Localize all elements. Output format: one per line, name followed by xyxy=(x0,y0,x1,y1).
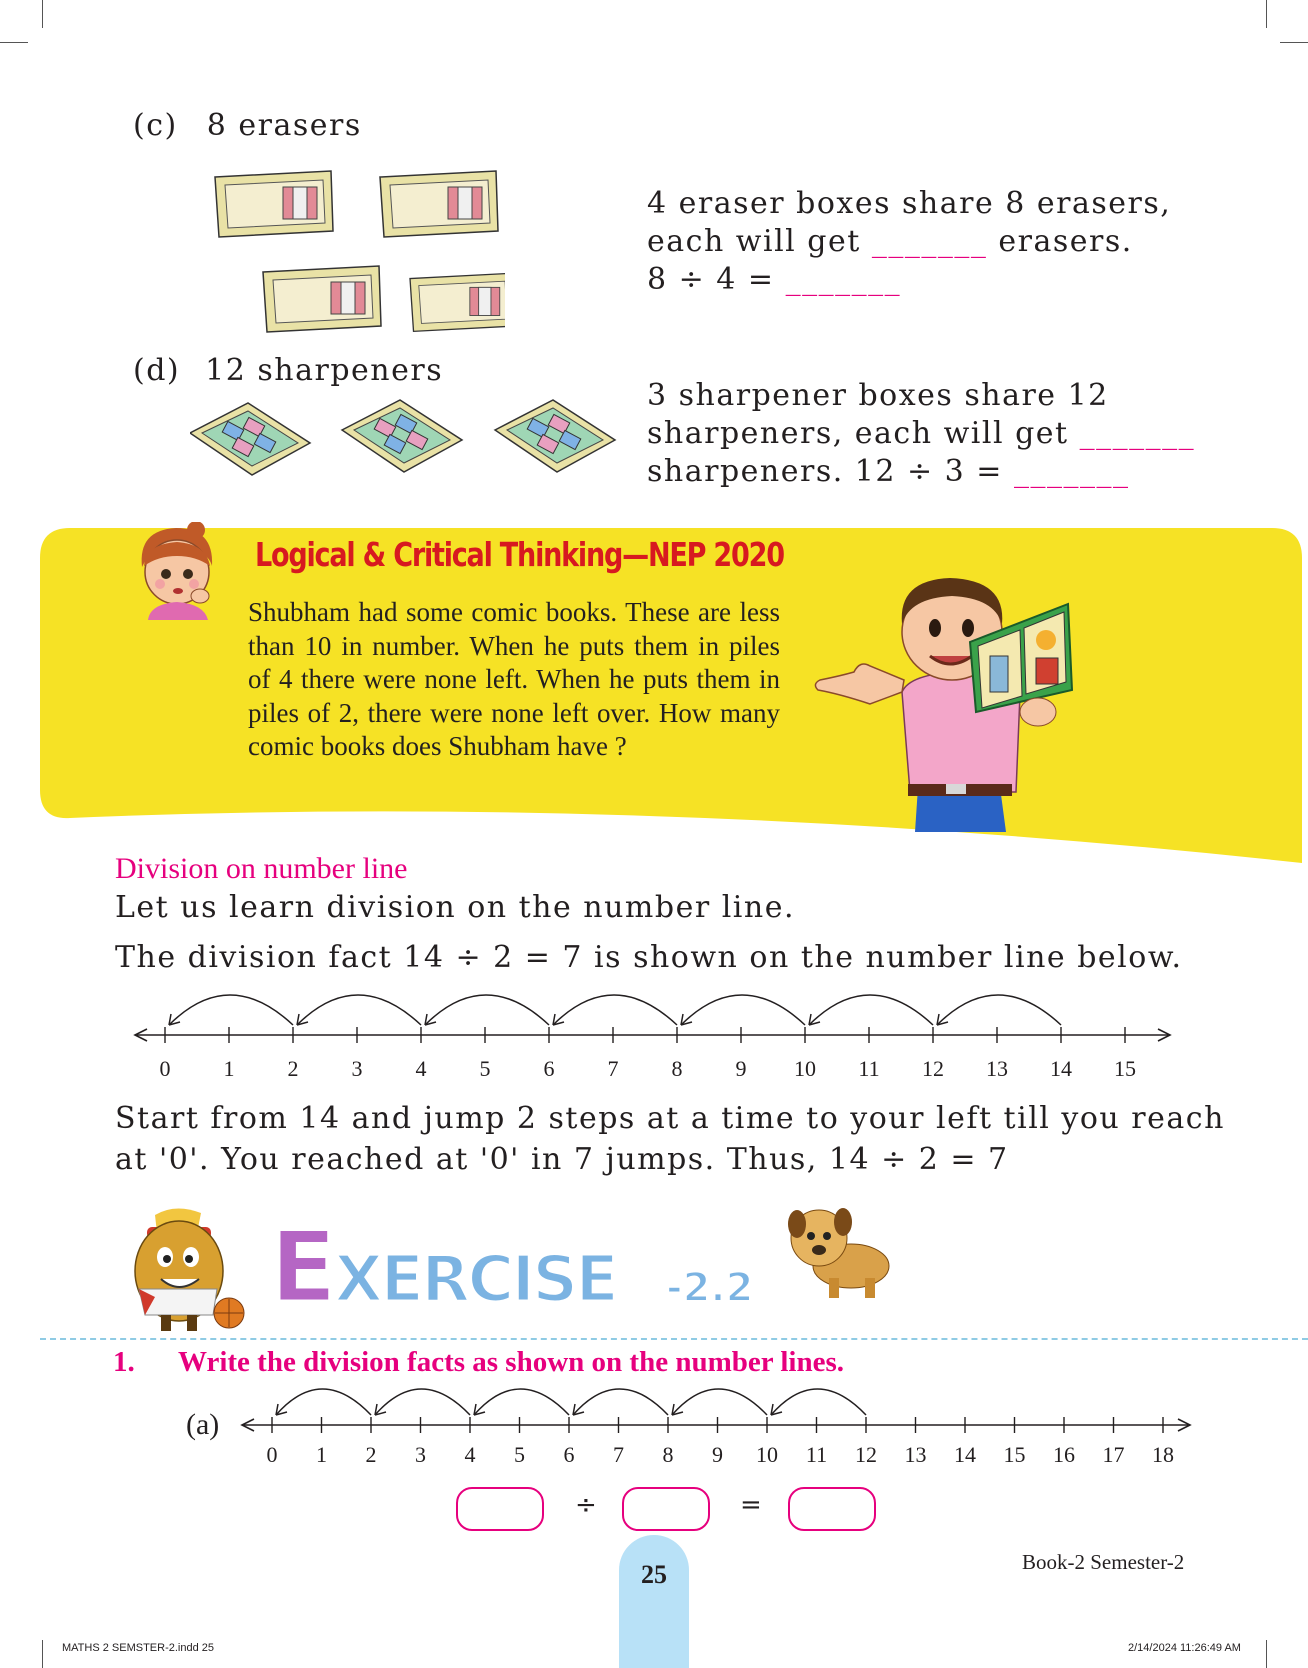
jump-arc xyxy=(771,1389,866,1415)
jump-arc xyxy=(474,1389,569,1415)
number-line-label: 5 xyxy=(479,1056,491,1081)
sharpener-box xyxy=(495,400,615,472)
sharpener-box xyxy=(190,403,310,475)
division-intro: Let us learn division on the number line. xyxy=(115,890,796,925)
part-a-label: (a) xyxy=(186,1408,220,1441)
equals-sign: = xyxy=(740,1490,762,1520)
section-d-heading xyxy=(133,353,443,388)
answer-box-divisor[interactable] xyxy=(622,1487,710,1531)
section-c-line1: 4 eraser boxes share 8 erasers, xyxy=(647,186,1172,221)
section-d-equation: sharpeners. 12 ÷ 3 = xyxy=(647,454,1003,489)
number-line-label: 9 xyxy=(712,1442,723,1467)
crop-mark xyxy=(1280,42,1308,43)
dog-mascot-illustration xyxy=(785,1198,895,1303)
number-line-label: 7 xyxy=(613,1442,624,1467)
jump-arc xyxy=(425,995,549,1025)
number-line-label: 3 xyxy=(351,1056,363,1081)
section-c-equation: 8 ÷ 4 = xyxy=(647,262,775,297)
page-number: 25 xyxy=(641,1560,667,1589)
nep-question-text: Shubham had some comic books. These are less than 10 in number. When he puts them in piles of 4 there were none left. When he puts them in piles of 2, there were none left over. How many comic books does Shubham have ? xyxy=(248,597,780,761)
section-c-line2-text: each will get xyxy=(647,224,861,259)
answer-blank[interactable]: _______ xyxy=(871,224,988,259)
eraser-box xyxy=(215,171,333,237)
section-c-heading xyxy=(133,108,362,143)
question-number: 1. xyxy=(113,1346,135,1378)
number-line-label: 15 xyxy=(1003,1442,1026,1467)
number-line-label: 6 xyxy=(563,1442,575,1467)
number-line-label: 10 xyxy=(756,1442,778,1467)
number-line-label: 2 xyxy=(365,1442,377,1467)
answer-blank[interactable]: _______ xyxy=(1013,454,1130,489)
crop-mark xyxy=(0,42,28,43)
number-line-label: 14 xyxy=(1050,1056,1072,1081)
exercise-number: -2.2 xyxy=(666,1265,754,1311)
eraser-boxes-illustration xyxy=(205,160,505,350)
divide-sign: ÷ xyxy=(575,1490,597,1520)
number-line-label: 12 xyxy=(855,1442,877,1467)
jump-arc xyxy=(553,995,677,1025)
page-number-tab xyxy=(619,1535,689,1668)
number-line-label: 6 xyxy=(543,1056,555,1081)
division-fact: The division fact 14 ÷ 2 = 7 is shown on the number line below. xyxy=(115,940,1183,975)
answer-box-dividend[interactable] xyxy=(456,1487,544,1531)
section-d-line2 xyxy=(647,415,1195,453)
number-line-label: 10 xyxy=(794,1056,816,1081)
thinking-girl-icon xyxy=(130,522,225,620)
sharpener-boxes-illustration xyxy=(190,398,630,498)
number-line-label: 7 xyxy=(607,1056,619,1081)
jump-arc xyxy=(573,1389,668,1415)
number-line-label: 9 xyxy=(735,1056,747,1081)
section-d-label: (d) xyxy=(133,353,181,388)
answer-box-quotient[interactable] xyxy=(788,1487,876,1531)
crop-mark xyxy=(1266,1640,1267,1668)
answer-blank[interactable]: _______ xyxy=(1079,416,1196,451)
number-line-label: 4 xyxy=(464,1442,476,1467)
number-line-label: 18 xyxy=(1152,1442,1174,1467)
number-line-label: 13 xyxy=(904,1442,927,1467)
section-c-text xyxy=(647,185,1171,299)
section-c-title: 8 erasers xyxy=(206,108,362,143)
number-line-label: 3 xyxy=(415,1442,426,1467)
number-line-label: 1 xyxy=(316,1442,327,1467)
number-line-label: 11 xyxy=(858,1056,880,1081)
book-semester-label: Book-2 Semester-2 xyxy=(1022,1550,1185,1574)
section-c-label: (c) xyxy=(133,108,178,143)
section-d-line1: 3 sharpener boxes share 12 xyxy=(647,378,1109,413)
boy-with-comic-book-illustration xyxy=(810,562,1110,834)
explanation-line2: at '0'. You reached at '0' in 7 jumps. Thus, 14 ÷ 2 = 7 xyxy=(115,1142,1009,1177)
jump-arc xyxy=(809,995,933,1025)
crop-mark xyxy=(42,1640,43,1668)
eraser-box xyxy=(380,171,498,237)
number-line-label: 5 xyxy=(514,1442,525,1467)
exercise-banner-title xyxy=(262,1205,822,1315)
number-line-label: 1 xyxy=(223,1056,235,1081)
number-line-label: 12 xyxy=(922,1056,944,1081)
number-line-label: 17 xyxy=(1102,1442,1125,1467)
exercise-word-e: E xyxy=(270,1211,337,1315)
number-line-exercise-a xyxy=(230,1375,1200,1470)
crop-mark xyxy=(42,0,43,28)
number-line-label: 4 xyxy=(415,1056,427,1081)
number-line-label: 0 xyxy=(159,1056,171,1081)
number-line-14-div-2 xyxy=(130,985,1190,1085)
number-line-label: 8 xyxy=(662,1442,674,1467)
section-c-line2-end: erasers. xyxy=(998,224,1133,259)
slug-file-info: MATHS 2 SEMSTER-2.indd 25 xyxy=(62,1642,215,1654)
number-line-label: 16 xyxy=(1053,1442,1075,1467)
answer-blank[interactable]: _______ xyxy=(785,262,902,297)
section-c-line2 xyxy=(647,223,1171,261)
jump-arc xyxy=(169,995,293,1025)
section-d-line2-text: sharpeners, each will get xyxy=(647,416,1069,451)
number-line-label: 11 xyxy=(805,1442,828,1467)
slug-timestamp: 2/14/2024 11:26:49 AM xyxy=(1128,1642,1241,1654)
eraser-box xyxy=(410,273,505,331)
nep-title: Logical & Critical Thinking—NEP 2020 xyxy=(255,535,784,574)
section-heading-division: Division on number line xyxy=(115,852,408,885)
exercise-word-rest: XERCISE xyxy=(334,1243,616,1315)
number-line-label: 2 xyxy=(287,1056,299,1081)
crop-mark xyxy=(1266,0,1267,28)
exercise-divider xyxy=(40,1338,1308,1340)
jump-arc xyxy=(937,995,1061,1025)
division-explanation xyxy=(115,1098,1225,1180)
section-d-line3 xyxy=(647,453,1195,491)
sharpener-box xyxy=(342,400,462,472)
jump-arc xyxy=(276,1389,371,1415)
jump-arc xyxy=(375,1389,470,1415)
jump-arc xyxy=(681,995,805,1025)
number-line-label: 15 xyxy=(1114,1056,1136,1081)
number-line-label: 8 xyxy=(671,1056,683,1081)
section-d-text xyxy=(647,377,1195,491)
number-line-label: 13 xyxy=(986,1056,1008,1081)
potato-mascot-illustration xyxy=(105,1205,250,1335)
jump-arc xyxy=(672,1389,767,1415)
jump-arc xyxy=(297,995,421,1025)
explanation-line1: Start from 14 and jump 2 steps at a time to your left till you reach xyxy=(115,1101,1225,1136)
section-d-title: 12 sharpeners xyxy=(205,353,444,388)
question-text: Write the division facts as shown on the number lines. xyxy=(178,1346,844,1378)
number-line-label: 0 xyxy=(266,1442,278,1467)
section-c-line3 xyxy=(647,261,1171,299)
eraser-box xyxy=(263,266,381,332)
number-line-label: 14 xyxy=(954,1442,976,1467)
